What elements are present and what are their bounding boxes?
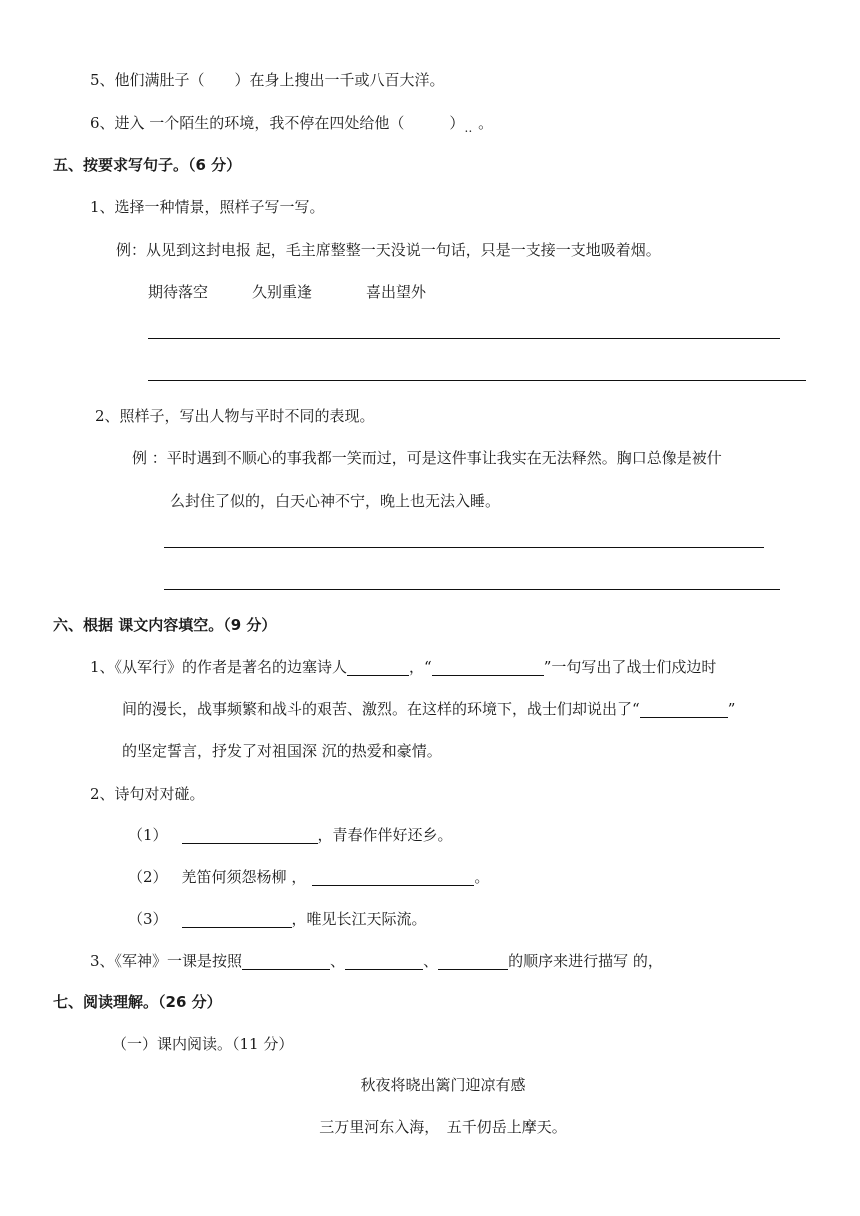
- text: 羌笛何须怨杨柳 ，: [181, 868, 307, 886]
- question-6-end: 。: [478, 114, 494, 132]
- emphasis-dots: ‥: [464, 121, 474, 135]
- fill-blank[interactable]: [347, 659, 409, 676]
- option-3: 喜出望外: [366, 283, 427, 301]
- answer-line[interactable]: [148, 380, 806, 381]
- section-5-title: 五、按要求写句子。（6 分）: [53, 156, 242, 174]
- section-6-item-1-line-2: [122, 699, 735, 719]
- section-5-item-2: 2、照样子，写出人物与平时不同的表现。: [95, 407, 375, 425]
- example-2-line-2: 么封住了似的，白天心神不宁，晚上也无法入睡。: [170, 492, 501, 510]
- number: （1）: [128, 826, 168, 844]
- option-2: 久别重逢: [252, 283, 313, 301]
- section-7-sub-1: （一）课内阅读。（11 分）: [112, 1035, 294, 1053]
- text: 、: [330, 952, 346, 970]
- text: ”: [727, 700, 736, 718]
- fill-blank[interactable]: [312, 869, 474, 886]
- text: ，“: [409, 658, 432, 676]
- answer-line[interactable]: [164, 547, 764, 548]
- text: ，青春作伴好还乡。: [317, 826, 453, 844]
- section-7-title: 七、阅读理解。（26 分）: [53, 993, 222, 1011]
- section-6-item-3: [90, 951, 663, 971]
- fill-blank[interactable]: [242, 953, 330, 970]
- poem-pair-3: [128, 909, 427, 929]
- example-1: 例：从见到这封电报 起，毛主席整整一天没说一句话，只是一支接一支地吸着烟。: [116, 241, 661, 259]
- fill-blank[interactable]: [182, 827, 318, 844]
- fill-blank[interactable]: [182, 911, 292, 928]
- poem-pair-1: [128, 825, 453, 845]
- text: 。: [474, 868, 490, 886]
- section-6-item-1-line-3: 的坚定誓言，抒发了对祖国深 沉的热爱和豪情。: [122, 742, 442, 760]
- section-6-item-1: [90, 657, 716, 677]
- number: （3）: [128, 910, 168, 928]
- poem-title: 秋夜将晓出篱门迎凉有感: [360, 1076, 526, 1094]
- example-2-line-1: 例 ：平时遇到不顺心的事我都一笑而过，可是这件事让我实在无法释然。胸口总像是被什: [132, 449, 722, 467]
- text: ，唯见长江天际流。: [291, 910, 427, 928]
- section-6-title: 六、根据 课文内容填空。（9 分）: [53, 616, 277, 634]
- answer-line[interactable]: [148, 338, 780, 339]
- section-6-item-2: 2、诗句对对碰。: [90, 785, 205, 803]
- question-5: 5、他们满肚子（ ）在身上搜出一千或八百大洋。: [90, 71, 445, 89]
- fill-blank[interactable]: [345, 953, 423, 970]
- section-5-item-1: 1、选择一种情景，照样子写一写。: [90, 198, 325, 216]
- answer-line[interactable]: [164, 589, 780, 590]
- text: 的顺序来进行描写 的，: [508, 952, 663, 970]
- fill-blank[interactable]: [438, 953, 508, 970]
- question-6-text: 6、进入 一个陌生的环境，我不停在四处给他（ ）: [90, 114, 465, 132]
- option-1: 期待落空: [148, 283, 209, 301]
- fill-blank[interactable]: [640, 701, 728, 718]
- text: 间的漫长，战事频繁和战斗的艰苦、激烈。在这样的环境下，战士们却说出了“: [122, 700, 640, 718]
- fill-blank[interactable]: [432, 659, 544, 676]
- number: （2）: [128, 868, 168, 886]
- text: 1、《从军行》的作者是著名的边塞诗人: [90, 658, 348, 676]
- text: ”一句写出了战士们戍边时: [543, 658, 717, 676]
- poem-pair-2: [128, 867, 489, 887]
- text: 3、《军神》一课是按照: [90, 952, 243, 970]
- poem-line-1: 三万里河东入海， 五千仞岳上摩天。: [319, 1118, 567, 1136]
- question-6: [90, 113, 493, 138]
- text: 、: [423, 952, 439, 970]
